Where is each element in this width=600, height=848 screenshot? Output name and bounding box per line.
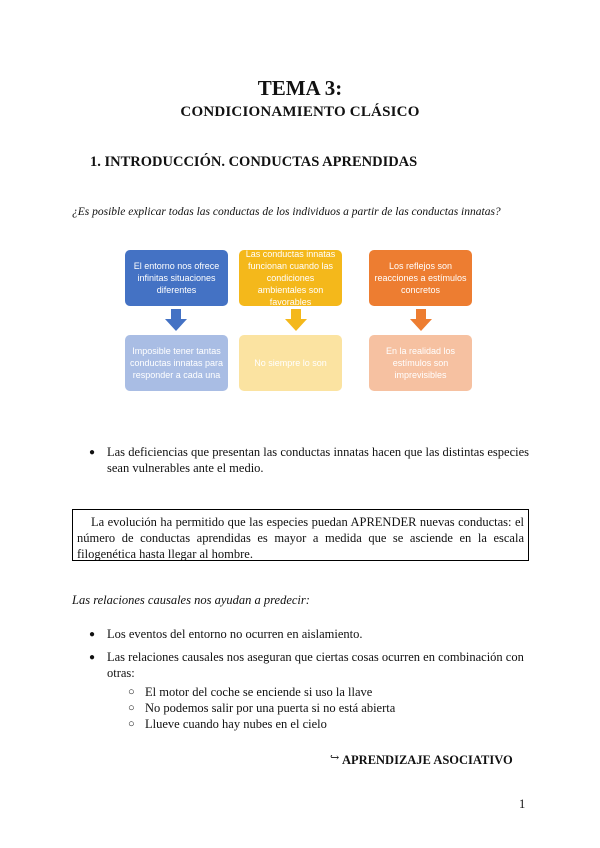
arrow-down-icon [410, 309, 432, 331]
list-item: Los eventos del entorno no ocurren en aislamiento. [107, 627, 363, 641]
causal-heading: Las relaciones causales nos ayudan a predecir: [72, 593, 310, 607]
framed-text: La evolución ha permitido que las especies puedan APRENDER nuevas conductas: el número de conductas aprendidas es mayor a medida que se asciende en la escala filogenética hasta llegar al hombre. [72, 509, 529, 561]
section-question: ¿Es posible explicar todas las conductas de los individuos a partir de las conductas innatas? [72, 206, 501, 218]
circle-bullet-icon: ○ [128, 686, 135, 698]
page-number: 1 [519, 797, 526, 811]
arrow-down-icon [165, 309, 187, 331]
bullet-icon: ● [89, 447, 96, 458]
return-arrow-icon: ↪ [330, 752, 340, 764]
circle-bullet-icon: ○ [128, 718, 135, 730]
diagram-box-3-top: Los reflejos son reacciones a estímulos concretos [369, 250, 472, 306]
arrow-down-icon [285, 309, 307, 331]
sub-list-item: Llueve cuando hay nubes en el cielo [145, 717, 327, 731]
diagram-box-1-top: El entorno nos ofrece infinitas situaciones diferentes [125, 250, 228, 306]
sub-list-item: El motor del coche se enciende si uso la llave [145, 685, 373, 699]
conclusion-label: APRENDIZAJE ASOCIATIVO [342, 753, 513, 767]
bullet-icon: ● [89, 652, 96, 663]
page-title: TEMA 3: [257, 76, 343, 100]
page-subtitle: CONDICIONAMIENTO CLÁSICO [180, 104, 420, 120]
section-heading: 1. INTRODUCCIÓN. CONDUCTAS APRENDIDAS [90, 154, 418, 170]
circle-bullet-icon: ○ [128, 702, 135, 714]
list-item: Las deficiencias que presentan las conductas innatas hacen que las distintas especies sean vulnerables ante el medio. [107, 445, 529, 475]
diagram-box-1-bottom: Imposible tener tantas conductas innatas para responder a cada una [125, 335, 228, 391]
diagram-box-2-bottom: No siempre lo son [239, 335, 342, 391]
sub-list-item: No podemos salir por una puerta si no está abierta [145, 701, 396, 715]
bullet-icon: ● [89, 629, 96, 640]
diagram-box-2-top: Las conductas innatas funcionan cuando las condiciones ambientales son favorables [239, 250, 342, 306]
list-item: Las relaciones causales nos aseguran que ciertas cosas ocurren en combinación con otras: [107, 650, 524, 680]
diagram-box-3-bottom: En la realidad los estímulos son imprevisibles [369, 335, 472, 391]
